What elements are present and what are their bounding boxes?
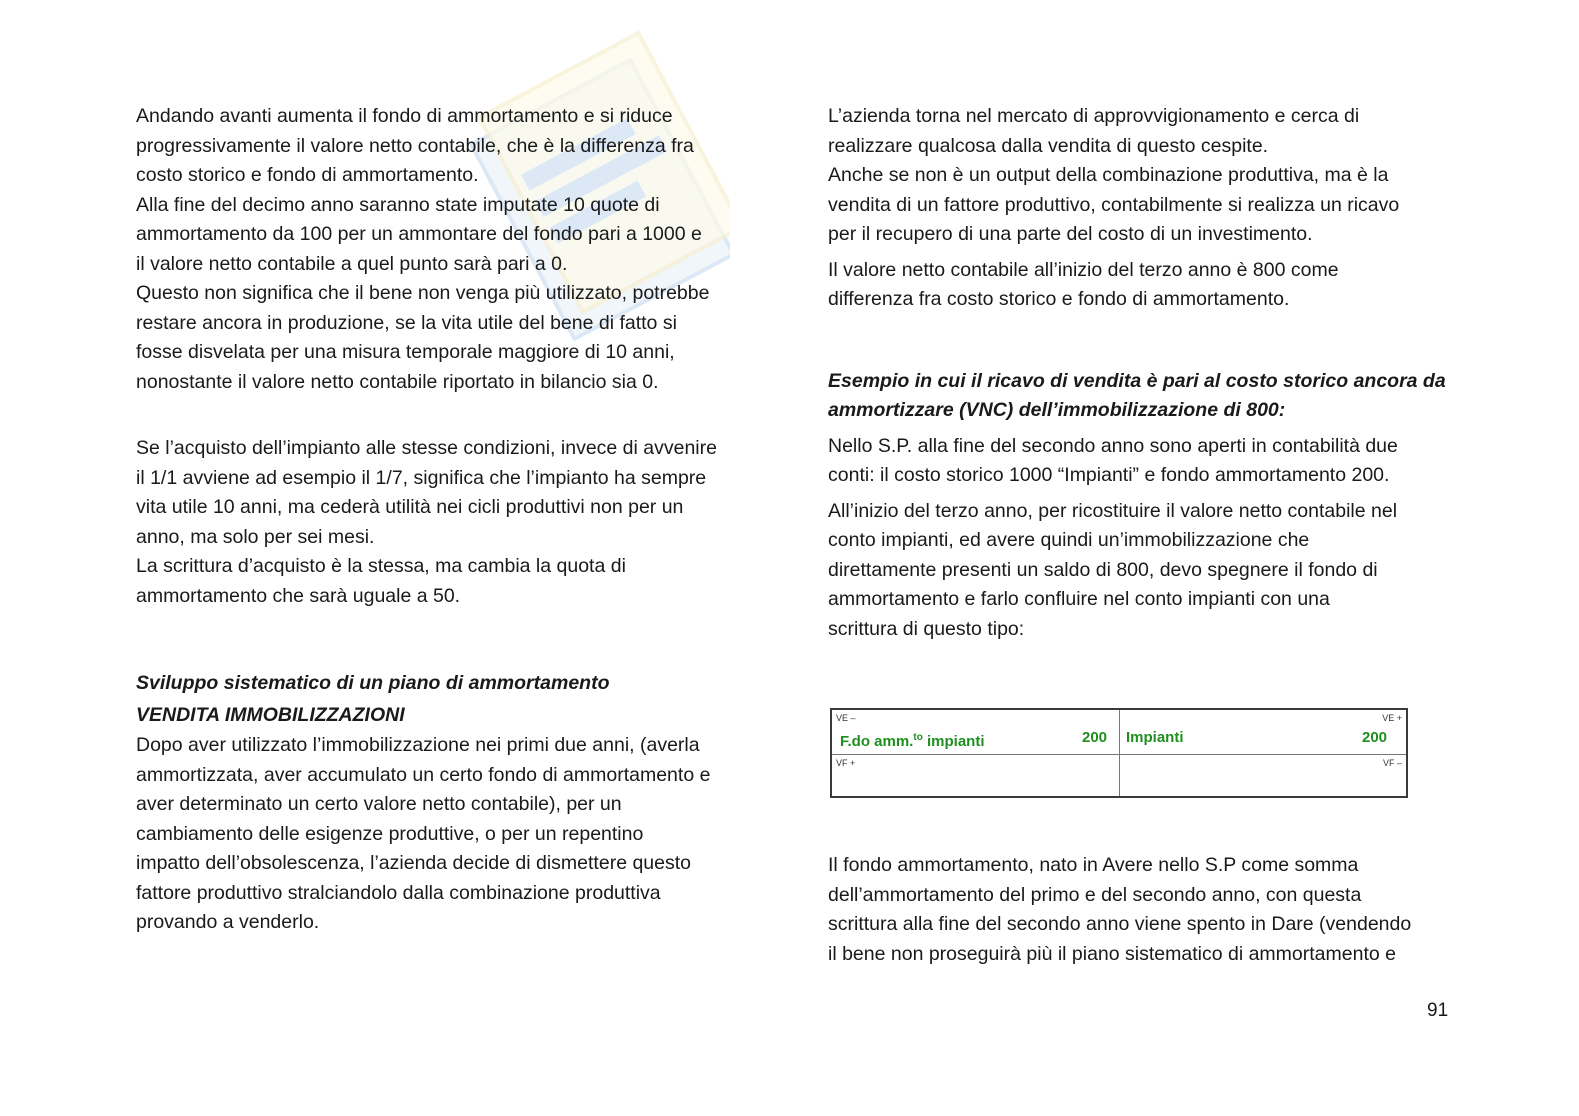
right-paragraph-1 — [828, 102, 1458, 250]
debit-account-main: F.do amm. — [840, 733, 914, 750]
text-line: Andando avanti aumenta il fondo di ammortamento e si riduce — [136, 105, 673, 127]
text-line: All’inizio del terzo anno, per ricostituire il valore netto contabile nel — [828, 499, 1398, 522]
left-paragraph-2 — [136, 434, 761, 611]
spacer — [136, 611, 761, 667]
text-line: Nello S.P. alla fine del secondo anno sono aperti in contabilità due — [828, 434, 1398, 457]
text-line: costo storico e fondo di ammortamento. — [136, 164, 479, 186]
section-subheading: VENDITA IMMOBILIZZAZIONI — [136, 704, 405, 726]
right-paragraph-3 — [828, 432, 1458, 491]
debit-account-rest: impianti — [922, 733, 985, 750]
text-line: fattore produttivo stralciandolo dalla combinazione produttiva — [136, 881, 661, 904]
text-line: scrittura alla fine del secondo anno viene spento in Dare (vendendo — [828, 913, 1412, 935]
text-line: direttamente presenti un saldo di 800, devo spegnere il fondo di — [828, 558, 1378, 581]
page-number: 91 — [1427, 1000, 1449, 1021]
tag-ve-minus: VE – — [836, 713, 856, 723]
text-line: restare ancora in produzione, se la vita utile del bene di fatto si — [136, 311, 677, 334]
text-line: fosse disvelata per una misura temporale maggiore di 10 anni, — [136, 341, 675, 363]
text-line: Dopo aver utilizzato l’immobilizzazione nei primi due anni, (averla — [136, 734, 700, 756]
text-line: provando a venderlo. — [136, 911, 320, 933]
section-heading: Sviluppo sistematico di un piano di ammortamento — [136, 672, 610, 694]
text-line: Anche se non è un output della combinazione produttiva, ma è la — [828, 164, 1389, 186]
text-line: Questo non significa che il bene non venga più utilizzato, potrebbe — [136, 282, 710, 304]
tag-vf-plus: VF + — [836, 758, 856, 768]
spacer — [828, 644, 1458, 708]
left-paragraph-3 — [136, 731, 761, 938]
text-line: per il recupero di una parte del costo di un investimento. — [828, 223, 1313, 245]
text-line: conto impianti, ed avere quindi un’immobilizzazione che — [828, 529, 1310, 551]
text-line: vendita di un fattore produttivo, contabilmente si realizza un ricavo — [828, 193, 1400, 216]
text-line: nonostante il valore netto contabile riportato in bilancio sia 0. — [136, 370, 659, 393]
debit-amount: 200 — [1082, 729, 1108, 746]
credit-amount: 200 — [1362, 729, 1388, 746]
text-line: ammortizzare (VNC) dell’immobilizzazione di 800: — [828, 399, 1286, 421]
text-line: scrittura di questo tipo: — [828, 617, 1025, 640]
example-heading — [828, 367, 1458, 426]
text-line: vita utile 10 anni, ma cederà utilità nei cicli produttivi non per un — [136, 496, 684, 518]
left-column — [136, 102, 761, 938]
text-line: differenza fra costo storico e fondo di ammortamento. — [828, 288, 1290, 310]
right-paragraph-5 — [828, 851, 1458, 969]
text-line: dell’ammortamento del primo e del secondo anno, con questa — [828, 883, 1362, 906]
left-paragraph-1 — [136, 102, 761, 397]
t-account-vertical-divider — [1119, 710, 1120, 796]
text-line: il valore netto contabile a quel punto sarà pari a 0. — [136, 252, 568, 275]
right-paragraph-4 — [828, 497, 1458, 645]
journal-t-account — [830, 708, 1408, 798]
spacer — [136, 397, 761, 434]
text-line: realizzare qualcosa dalla vendita di questo cespite. — [828, 134, 1269, 157]
tag-vf-minus: VF – — [1382, 758, 1402, 768]
text-line: ammortamento che sarà uguale a 50. — [136, 584, 461, 607]
text-line: ammortamento e farlo confluire nel conto impianti con una — [828, 588, 1330, 610]
text-line: il bene non proseguirà più il piano sistematico di ammortamento e — [828, 942, 1396, 965]
text-line: Il valore netto contabile all’inizio del terzo anno è 800 come — [828, 258, 1339, 281]
text-line: L’azienda torna nel mercato di approvvigionamento e cerca di — [828, 105, 1360, 127]
text-line: Esempio in cui il ricavo di vendita è pari al costo storico ancora da — [828, 369, 1446, 392]
text-line: Il fondo ammortamento, nato in Avere nello S.P come somma — [828, 854, 1359, 876]
text-line: impatto dell’obsolescenza, l’azienda decide di dismettere questo — [136, 852, 691, 874]
text-line: il 1/1 avviene ad esempio il 1/7, significa che l’impianto ha sempre — [136, 466, 707, 489]
text-line: conti: il costo storico 1000 “Impianti” e fondo ammortamento 200. — [828, 464, 1390, 486]
text-line: ammortizzata, aver accumulato un certo fondo di ammortamento e — [136, 763, 711, 786]
credit-account-name: Impianti — [1126, 729, 1184, 746]
debit-account-sup: to — [913, 732, 923, 743]
text-line: ammortamento da 100 per un ammontare del fondo pari a 1000 e — [136, 223, 702, 245]
tag-ve-plus: VE + — [1382, 713, 1402, 723]
right-column — [828, 102, 1458, 969]
text-line: Se l’acquisto dell’impianto alle stesse condizioni, invece di avvenire — [136, 437, 717, 459]
t-account-horizontal-divider — [832, 754, 1406, 755]
text-line: Alla fine del decimo anno saranno state imputate 10 quote di — [136, 193, 660, 216]
text-line: progressivamente il valore netto contabile, che è la differenza fra — [136, 134, 694, 157]
spacer — [828, 798, 1458, 851]
text-line: La scrittura d’acquisto è la stessa, ma cambia la quota di — [136, 555, 626, 577]
text-line: anno, ma solo per sei mesi. — [136, 525, 375, 548]
spacer — [828, 315, 1458, 367]
debit-account-name — [840, 729, 984, 751]
text-line: aver determinato un certo valore netto contabile), per un — [136, 793, 622, 815]
text-line: cambiamento delle esigenze produttive, o per un repentino — [136, 822, 644, 845]
right-paragraph-2 — [828, 256, 1458, 315]
